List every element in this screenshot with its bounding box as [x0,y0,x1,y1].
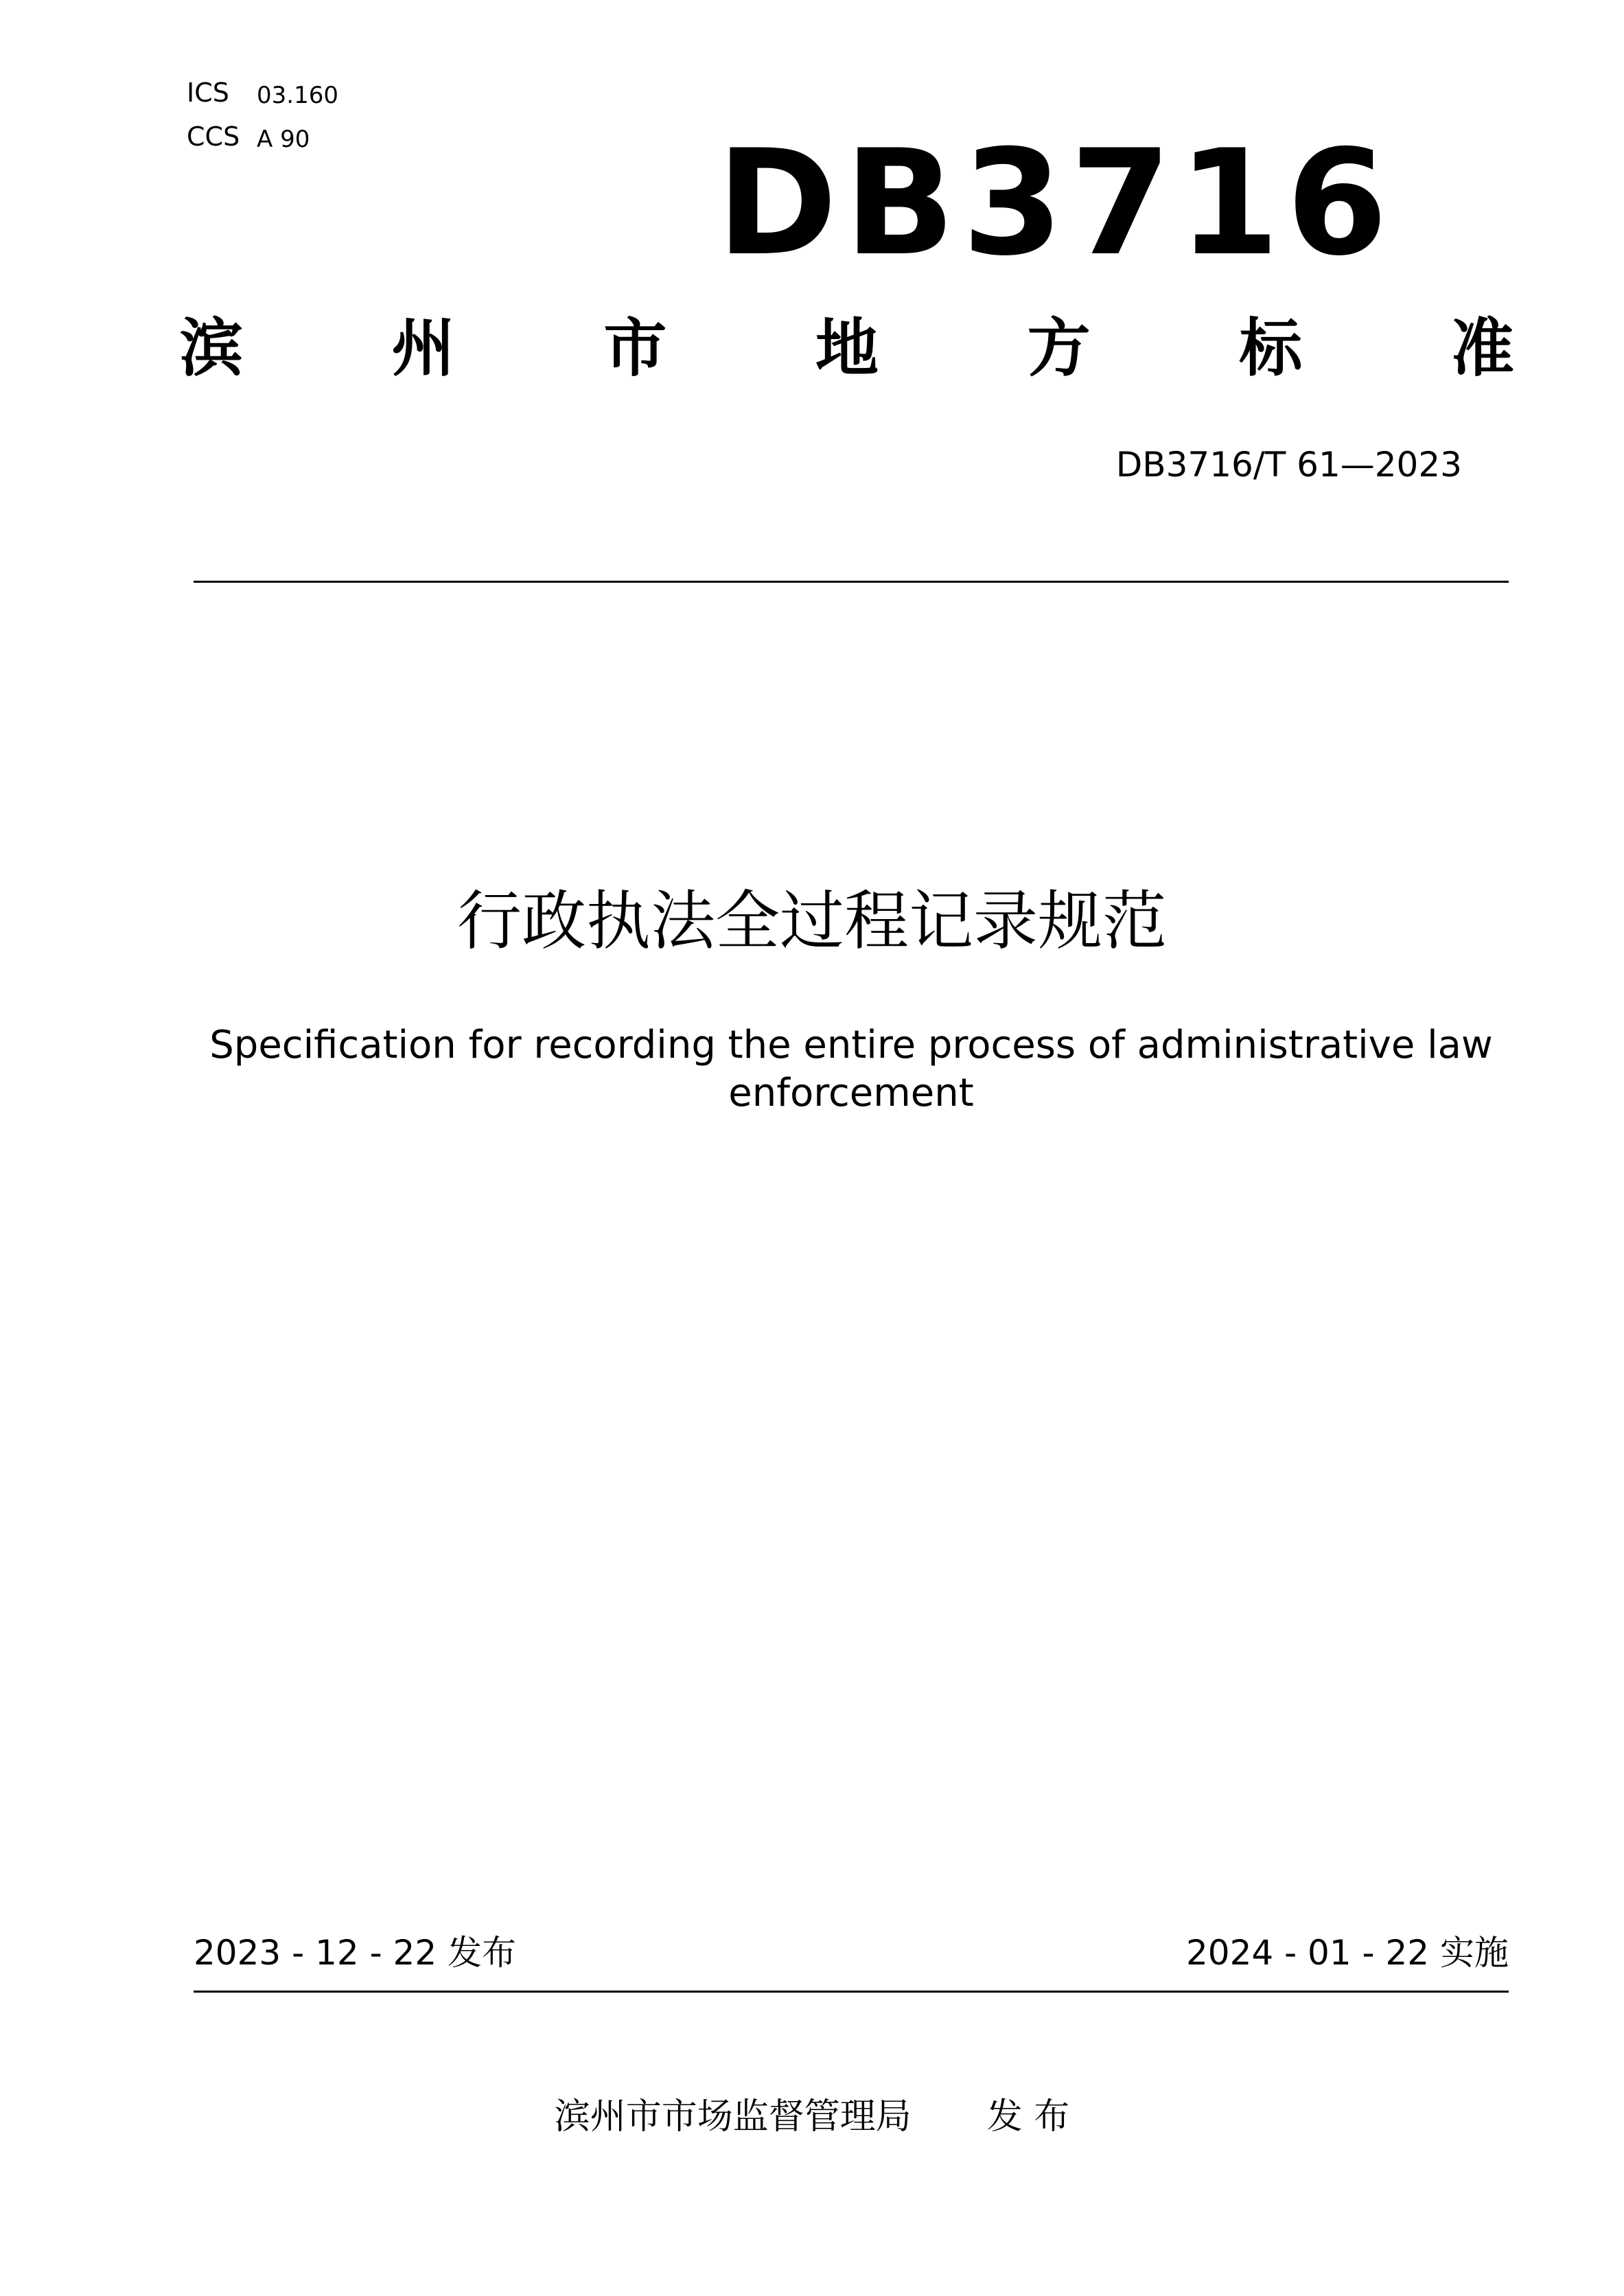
standard-type-char: 标 [1239,312,1303,385]
standard-type-char: 准 [1450,312,1514,385]
implementation-date: 2024 - 01 - 22 实施 [1185,1933,1509,1973]
ics-label: ICS [187,78,229,108]
standard-type-char: 方 [1027,312,1091,385]
standard-type-char: 地 [815,312,879,385]
publisher-line [0,2096,1624,2137]
footer-divider [194,1991,1509,1993]
ccs-label: CCS [187,121,240,152]
header-divider [194,581,1509,583]
standard-type-char: 州 [391,312,455,385]
publish-action: 发 布 [986,2096,1070,2137]
ccs-code: A 90 [257,126,310,153]
standard-type-heading [180,312,1514,385]
standard-type-char: 市 [603,312,667,385]
document-title-zh: 行政执法全过程记录规范 [456,884,1167,959]
document-title-en: Specification for recording the entire process of administrative law enforcement [209,1023,1493,1115]
standard-number: DB3716/T 61—2023 [1115,445,1462,485]
standard-type-char: 滨 [180,312,244,385]
ics-code: 03.160 [257,82,338,109]
issue-date: 2023 - 12 - 22 发布 [194,1933,517,1973]
standard-code-logo: DB3716 [717,118,1395,288]
publisher-name: 滨州市市场监督管理局 [554,2096,912,2137]
